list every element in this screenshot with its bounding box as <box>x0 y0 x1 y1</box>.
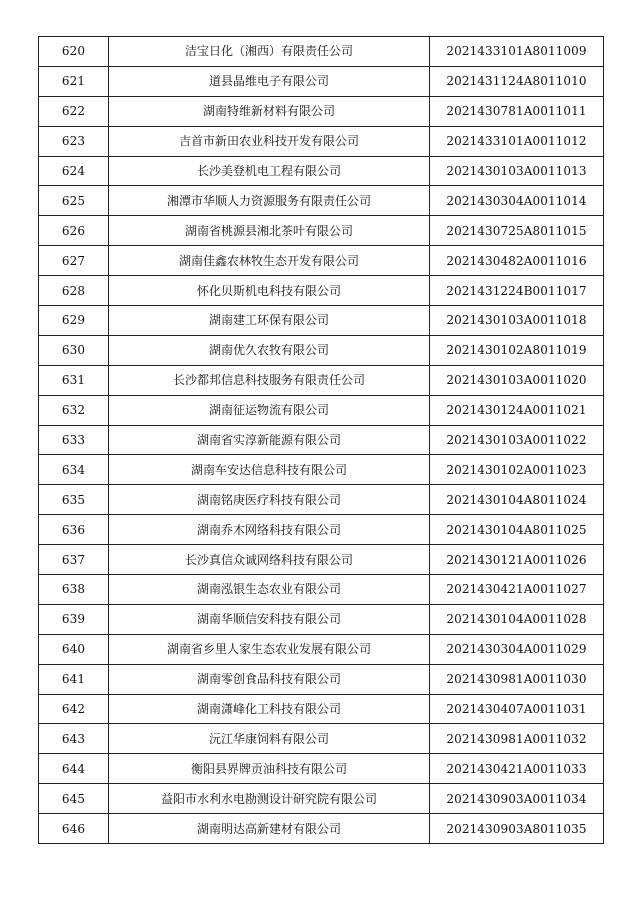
row-number: 630 <box>39 335 109 365</box>
registration-code: 2021430102A0011023 <box>430 455 604 485</box>
table-row <box>39 216 604 246</box>
table-row <box>39 664 604 694</box>
registration-code: 2021430104A8011024 <box>430 485 604 515</box>
table-row <box>39 276 604 306</box>
row-number: 621 <box>39 66 109 96</box>
table-row <box>39 96 604 126</box>
company-name: 湖南特维新材料有限公司 <box>109 96 430 126</box>
company-registry-table <box>38 36 604 844</box>
table-row <box>39 634 604 664</box>
row-number: 644 <box>39 754 109 784</box>
row-number: 639 <box>39 604 109 634</box>
table-row <box>39 425 604 455</box>
company-name: 怀化贝斯机电科技有限公司 <box>109 276 430 306</box>
company-name: 湖南潇峰化工科技有限公司 <box>109 694 430 724</box>
table-row <box>39 545 604 575</box>
row-number: 622 <box>39 96 109 126</box>
table-row <box>39 395 604 425</box>
row-number: 637 <box>39 545 109 575</box>
company-name: 湖南泓银生态农业有限公司 <box>109 575 430 605</box>
company-name: 长沙都邦信息科技服务有限责任公司 <box>109 365 430 395</box>
company-name: 吉首市新田农业科技开发有限公司 <box>109 126 430 156</box>
registration-code: 2021430304A0011029 <box>430 634 604 664</box>
registration-code: 2021430903A8011035 <box>430 814 604 844</box>
table-row <box>39 365 604 395</box>
table-row <box>39 694 604 724</box>
company-name: 沅江华康饲料有限公司 <box>109 724 430 754</box>
row-number: 624 <box>39 156 109 186</box>
registration-code: 2021430903A0011034 <box>430 784 604 814</box>
table-row <box>39 335 604 365</box>
company-name: 湖南优久农牧有限公司 <box>109 335 430 365</box>
registration-code: 2021430103A0011022 <box>430 425 604 455</box>
company-name: 湖南乔木网络科技有限公司 <box>109 515 430 545</box>
registration-code: 2021430981A0011030 <box>430 664 604 694</box>
registration-code: 2021430102A8011019 <box>430 335 604 365</box>
company-name: 湖南征运物流有限公司 <box>109 395 430 425</box>
table-row <box>39 455 604 485</box>
registration-code: 2021430725A8011015 <box>430 216 604 246</box>
company-name: 湖南明达高新建材有限公司 <box>109 814 430 844</box>
table-row <box>39 37 604 67</box>
row-number: 641 <box>39 664 109 694</box>
table-row <box>39 156 604 186</box>
row-number: 626 <box>39 216 109 246</box>
row-number: 638 <box>39 575 109 605</box>
registration-code: 2021430421A0011033 <box>430 754 604 784</box>
table-row <box>39 126 604 156</box>
row-number: 635 <box>39 485 109 515</box>
company-name: 湖南省乡里人家生态农业发展有限公司 <box>109 634 430 664</box>
table-row <box>39 66 604 96</box>
row-number: 620 <box>39 37 109 67</box>
row-number: 633 <box>39 425 109 455</box>
company-name: 湖南华顺信安科技有限公司 <box>109 604 430 634</box>
table-body <box>39 37 604 844</box>
row-number: 634 <box>39 455 109 485</box>
row-number: 640 <box>39 634 109 664</box>
company-name: 洁宝日化（湘西）有限责任公司 <box>109 37 430 67</box>
row-number: 629 <box>39 306 109 336</box>
row-number: 631 <box>39 365 109 395</box>
row-number: 636 <box>39 515 109 545</box>
table-row <box>39 485 604 515</box>
table-row <box>39 515 604 545</box>
company-name: 湖南省实淳新能源有限公司 <box>109 425 430 455</box>
registration-code: 2021430981A0011032 <box>430 724 604 754</box>
registration-code: 2021430781A0011011 <box>430 96 604 126</box>
company-name: 湖南车安达信息科技有限公司 <box>109 455 430 485</box>
registration-code: 2021431224B0011017 <box>430 276 604 306</box>
row-number: 632 <box>39 395 109 425</box>
registration-code: 2021430104A8011025 <box>430 515 604 545</box>
row-number: 645 <box>39 784 109 814</box>
table-row <box>39 724 604 754</box>
registration-code: 2021430304A0011014 <box>430 186 604 216</box>
company-name: 衡阳县界牌贡油科技有限公司 <box>109 754 430 784</box>
company-name: 道县晶维电子有限公司 <box>109 66 430 96</box>
row-number: 646 <box>39 814 109 844</box>
company-name: 湘潭市华顺人力资源服务有限责任公司 <box>109 186 430 216</box>
table-row <box>39 246 604 276</box>
registration-code: 2021430407A0011031 <box>430 694 604 724</box>
company-name: 湖南零创食品科技有限公司 <box>109 664 430 694</box>
company-name: 湖南佳鑫农林牧生态开发有限公司 <box>109 246 430 276</box>
table-row <box>39 604 604 634</box>
row-number: 627 <box>39 246 109 276</box>
row-number: 643 <box>39 724 109 754</box>
row-number: 623 <box>39 126 109 156</box>
registration-code: 2021433101A0011012 <box>430 126 604 156</box>
row-number: 625 <box>39 186 109 216</box>
row-number: 628 <box>39 276 109 306</box>
registration-code: 2021430421A0011027 <box>430 575 604 605</box>
registration-code: 2021430121A0011026 <box>430 545 604 575</box>
company-name: 长沙美登机电工程有限公司 <box>109 156 430 186</box>
company-name: 益阳市水利水电勘测设计研究院有限公司 <box>109 784 430 814</box>
row-number: 642 <box>39 694 109 724</box>
table-row <box>39 754 604 784</box>
table-row <box>39 186 604 216</box>
table-row <box>39 306 604 336</box>
registration-code: 2021430124A0011021 <box>430 395 604 425</box>
registration-code: 2021430103A0011013 <box>430 156 604 186</box>
table-row <box>39 575 604 605</box>
company-name: 湖南铭庚医疗科技有限公司 <box>109 485 430 515</box>
registration-code: 2021430103A0011020 <box>430 365 604 395</box>
registration-code: 2021430103A0011018 <box>430 306 604 336</box>
registration-code: 2021430104A0011028 <box>430 604 604 634</box>
company-name: 湖南建工环保有限公司 <box>109 306 430 336</box>
registration-code: 2021430482A0011016 <box>430 246 604 276</box>
registration-code: 2021431124A8011010 <box>430 66 604 96</box>
company-name: 湖南省桃源县湘北茶叶有限公司 <box>109 216 430 246</box>
company-name: 长沙真信众诚网络科技有限公司 <box>109 545 430 575</box>
table-row <box>39 784 604 814</box>
registration-code: 2021433101A8011009 <box>430 37 604 67</box>
table-row <box>39 814 604 844</box>
